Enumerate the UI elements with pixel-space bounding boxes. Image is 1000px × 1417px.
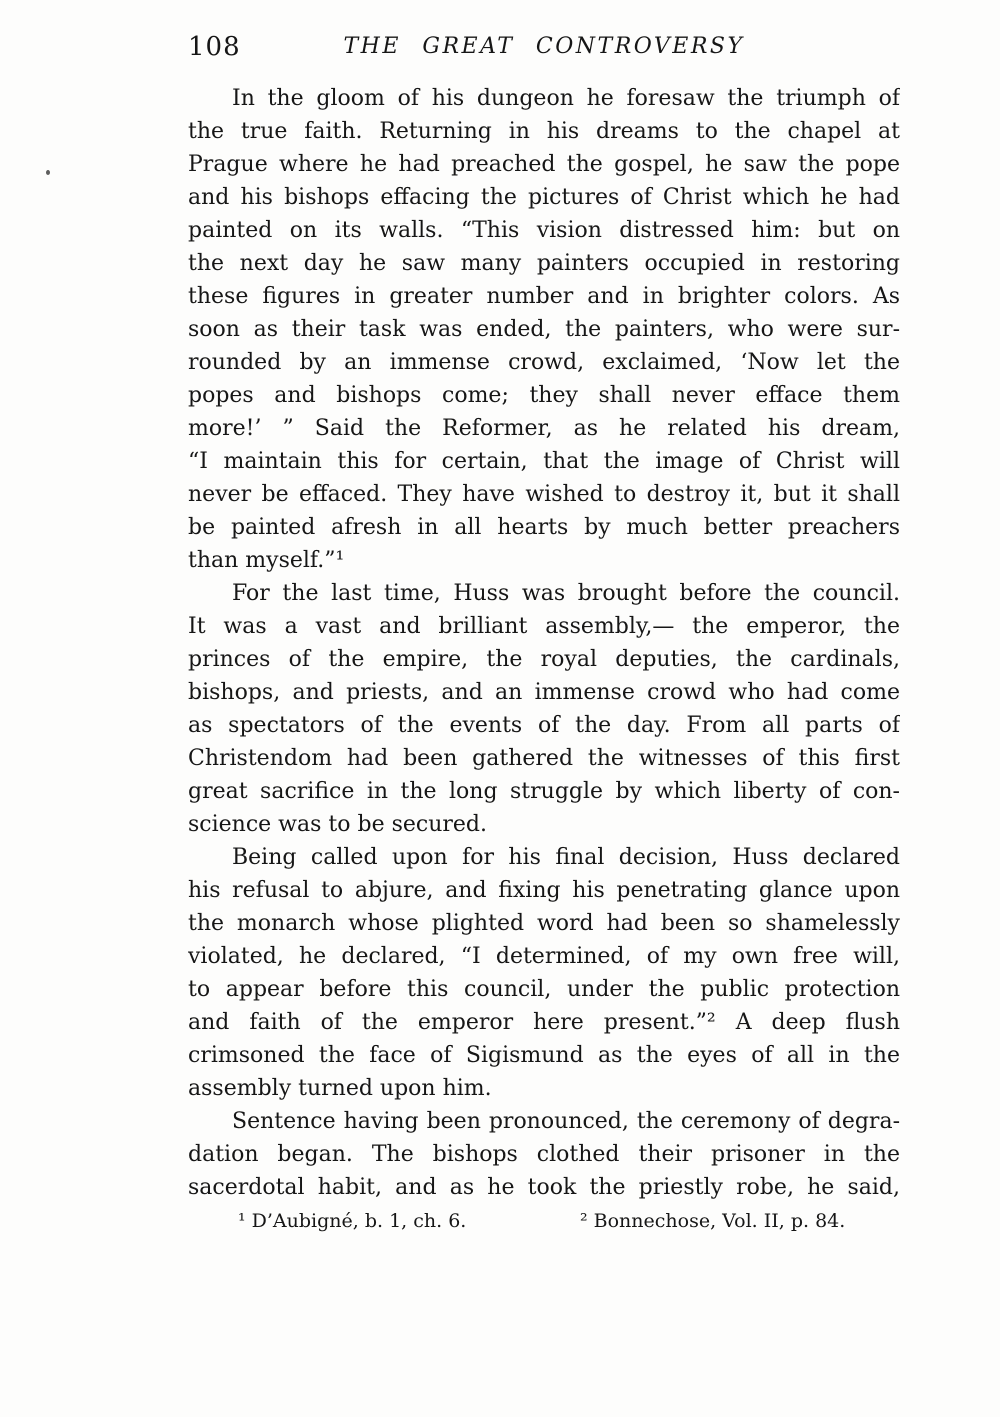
text-line: than myself.”¹ (188, 548, 345, 573)
page-number: 108 (188, 32, 241, 62)
text-line: as spectators of the events of the day. From all parts of (188, 713, 900, 738)
text-line: rounded by an immense crowd, exclaimed, ‘Now let the (188, 350, 900, 375)
text-line: great sacrifice in the long struggle by which liberty of con- (188, 779, 900, 804)
text-line: Christendom had been gathered the witnesses of this first (188, 746, 900, 771)
text-line: science was to be secured. (188, 812, 487, 837)
running-head (188, 30, 900, 66)
text-line: assembly turned upon him. (188, 1076, 492, 1101)
text-line: and his bishops effacing the pictures of Christ which he had (188, 185, 900, 210)
text-line: In the gloom of his dungeon he foresaw the triumph of (232, 86, 900, 111)
paragraph (188, 1105, 900, 1204)
text-line: Sentence having been pronounced, the ceremony of degra- (232, 1109, 900, 1134)
text-line: Prague where he had preached the gospel, he saw the pope (188, 152, 900, 177)
text-line: princes of the empire, the royal deputies, the cardinals, (188, 647, 900, 672)
paragraph (188, 577, 900, 841)
text-line: crimsoned the face of Sigismund as the eyes of all in the (188, 1043, 900, 1068)
text-line: dation began. The bishops clothed their prisoner in the (188, 1142, 900, 1167)
text-line: the next day he saw many painters occupied in restoring (188, 251, 900, 276)
paragraph (188, 841, 900, 1105)
text-line: never be effaced. They have wished to destroy it, but it shall (188, 482, 900, 507)
text-line: It was a vast and brilliant assembly,— the emperor, the (188, 614, 900, 639)
text-line: bishops, and priests, and an immense crowd who had come (188, 680, 900, 705)
text-line: these figures in greater number and in brighter colors. As (188, 284, 900, 309)
text-line: his refusal to abjure, and fixing his penetrating glance upon (188, 878, 900, 903)
footnote-left: ¹ D’Aubigné, b. 1, ch. 6. (238, 1210, 467, 1232)
footnotes (188, 1206, 900, 1236)
text-line: be painted afresh in all hearts by much better preachers (188, 515, 900, 540)
text-line: popes and bishops come; they shall never efface them (188, 383, 900, 408)
text-line: sacerdotal habit, and as he took the priestly robe, he said, (188, 1175, 900, 1200)
text-line: the true faith. Returning in his dreams to the chapel at (188, 119, 900, 144)
text-line: violated, he declared, “I determined, of my own free will, (188, 944, 900, 969)
text-line: soon as their task was ended, the painters, who were sur- (188, 317, 900, 342)
text-line: For the last time, Huss was brought before the council. (232, 581, 900, 606)
body-text (188, 82, 900, 1204)
text-line: the monarch whose plighted word had been so shamelessly (188, 911, 900, 936)
text-line: “I maintain this for certain, that the image of Christ will (188, 449, 900, 474)
scan-speck (46, 170, 50, 175)
text-line: to appear before this council, under the public protection (188, 977, 900, 1002)
text-line: painted on its walls. “This vision distressed him: but on (188, 218, 900, 243)
text-line: and faith of the emperor here present.”² A deep flush (188, 1010, 900, 1035)
paragraph (188, 82, 900, 577)
text-line: Being called upon for his final decision, Huss declared (232, 845, 900, 870)
running-title: THE GREAT CONTROVERSY (343, 34, 745, 59)
footnote-right: ² Bonnechose, Vol. II, p. 84. (580, 1210, 846, 1232)
text-line: more!’ ” Said the Reformer, as he related his dream, (188, 416, 900, 441)
